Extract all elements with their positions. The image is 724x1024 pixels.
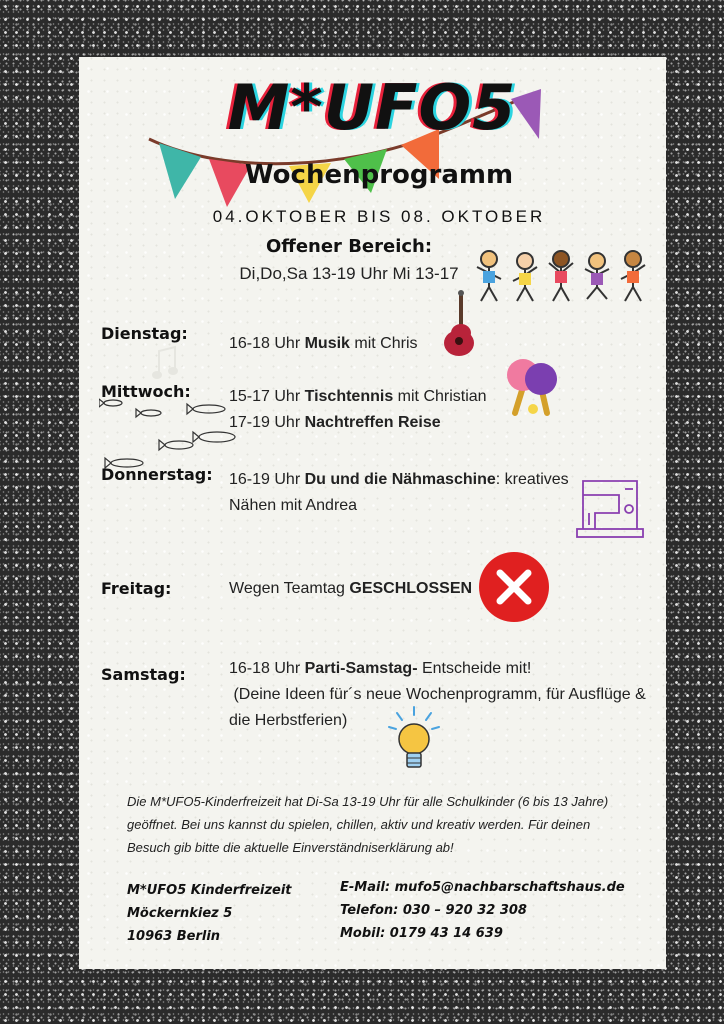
entry-dienstag	[229, 331, 418, 357]
open-area-hours: Di,Do,Sa 13-19 Uhr Mi 13-17	[239, 264, 459, 283]
table-tennis-icon	[501, 357, 561, 419]
entry-donnerstag	[229, 467, 569, 519]
guitar-icon	[439, 289, 481, 361]
address-name: M*UFO5 Kinderfreizeit	[127, 883, 292, 898]
info-line: geöffnet. Bei uns kannst du spielen, chillen, aktiv und kreativ werden. Für deinen	[127, 817, 591, 832]
entry-line: Wegen Teamtag GESCHLOSSEN	[229, 580, 473, 597]
entry-line: Nähen mit Andrea	[229, 497, 358, 514]
day-label-dienstag: Dienstag:	[101, 324, 188, 343]
day-label-donnerstag: Donnerstag:	[101, 465, 213, 484]
contact-phone: Telefon: 030 – 920 32 308	[340, 903, 527, 918]
entry-line: 15-17 Uhr Tischtennis mit Christian	[229, 388, 487, 405]
entry-line: 16-18 Uhr Musik mit Chris	[229, 335, 418, 352]
date-range: 04.OKTOBER BIS 08. OKTOBER	[212, 207, 546, 226]
lightbulb-icon	[387, 705, 441, 777]
brand-logo-text: M*UFO5	[227, 71, 517, 144]
info-line: Die M*UFO5-Kinderfreizeit hat Di-Sa 13-19 Uhr für alle Schulkinder (6 bis 13 Jahre)	[127, 794, 609, 809]
dancing-kids-icon	[471, 247, 651, 307]
pennant	[159, 143, 201, 199]
info-paragraph	[127, 790, 627, 859]
entry-line: 16-19 Uhr Du und die Nähmaschine: kreatives	[229, 471, 569, 488]
page-subtitle: Wochenprogramm	[244, 160, 514, 190]
contact-block	[340, 876, 625, 945]
fish-doodle-icon	[99, 395, 249, 473]
sewing-machine-icon	[573, 471, 647, 541]
entry-mittwoch	[229, 384, 487, 436]
info-line: Besuch gib bitte die aktuelle Einverständniserklärung ab!	[127, 840, 454, 855]
entry-line: 17-19 Uhr Nachtreffen Reise	[229, 414, 441, 431]
close-x-icon	[478, 551, 550, 623]
contact-email: E-Mail: mufo5@nachbarschaftshaus.de	[340, 880, 625, 895]
entry-line: (Deine Ideen für´s neue Wochenprogramm, für Ausflüge &	[229, 686, 646, 703]
address-city: 10963 Berlin	[127, 929, 221, 944]
day-label-mittwoch: Mittwoch:	[101, 382, 191, 401]
music-note-icon	[151, 345, 181, 381]
day-label-samstag: Samstag:	[101, 665, 186, 684]
day-label-freitag: Freitag:	[101, 579, 172, 598]
entry-line: 16-18 Uhr Parti-Samstag- Entscheide mit!	[229, 660, 532, 677]
entry-line: die Herbstferien)	[229, 712, 348, 729]
address-street: Möckernkiez 5	[127, 906, 233, 921]
address-block	[127, 879, 292, 948]
open-area-title: Offener Bereich:	[265, 236, 433, 257]
contact-mobile: Mobil: 0179 43 14 639	[340, 926, 503, 941]
flyer-page	[79, 57, 666, 969]
entry-freitag	[229, 576, 472, 602]
